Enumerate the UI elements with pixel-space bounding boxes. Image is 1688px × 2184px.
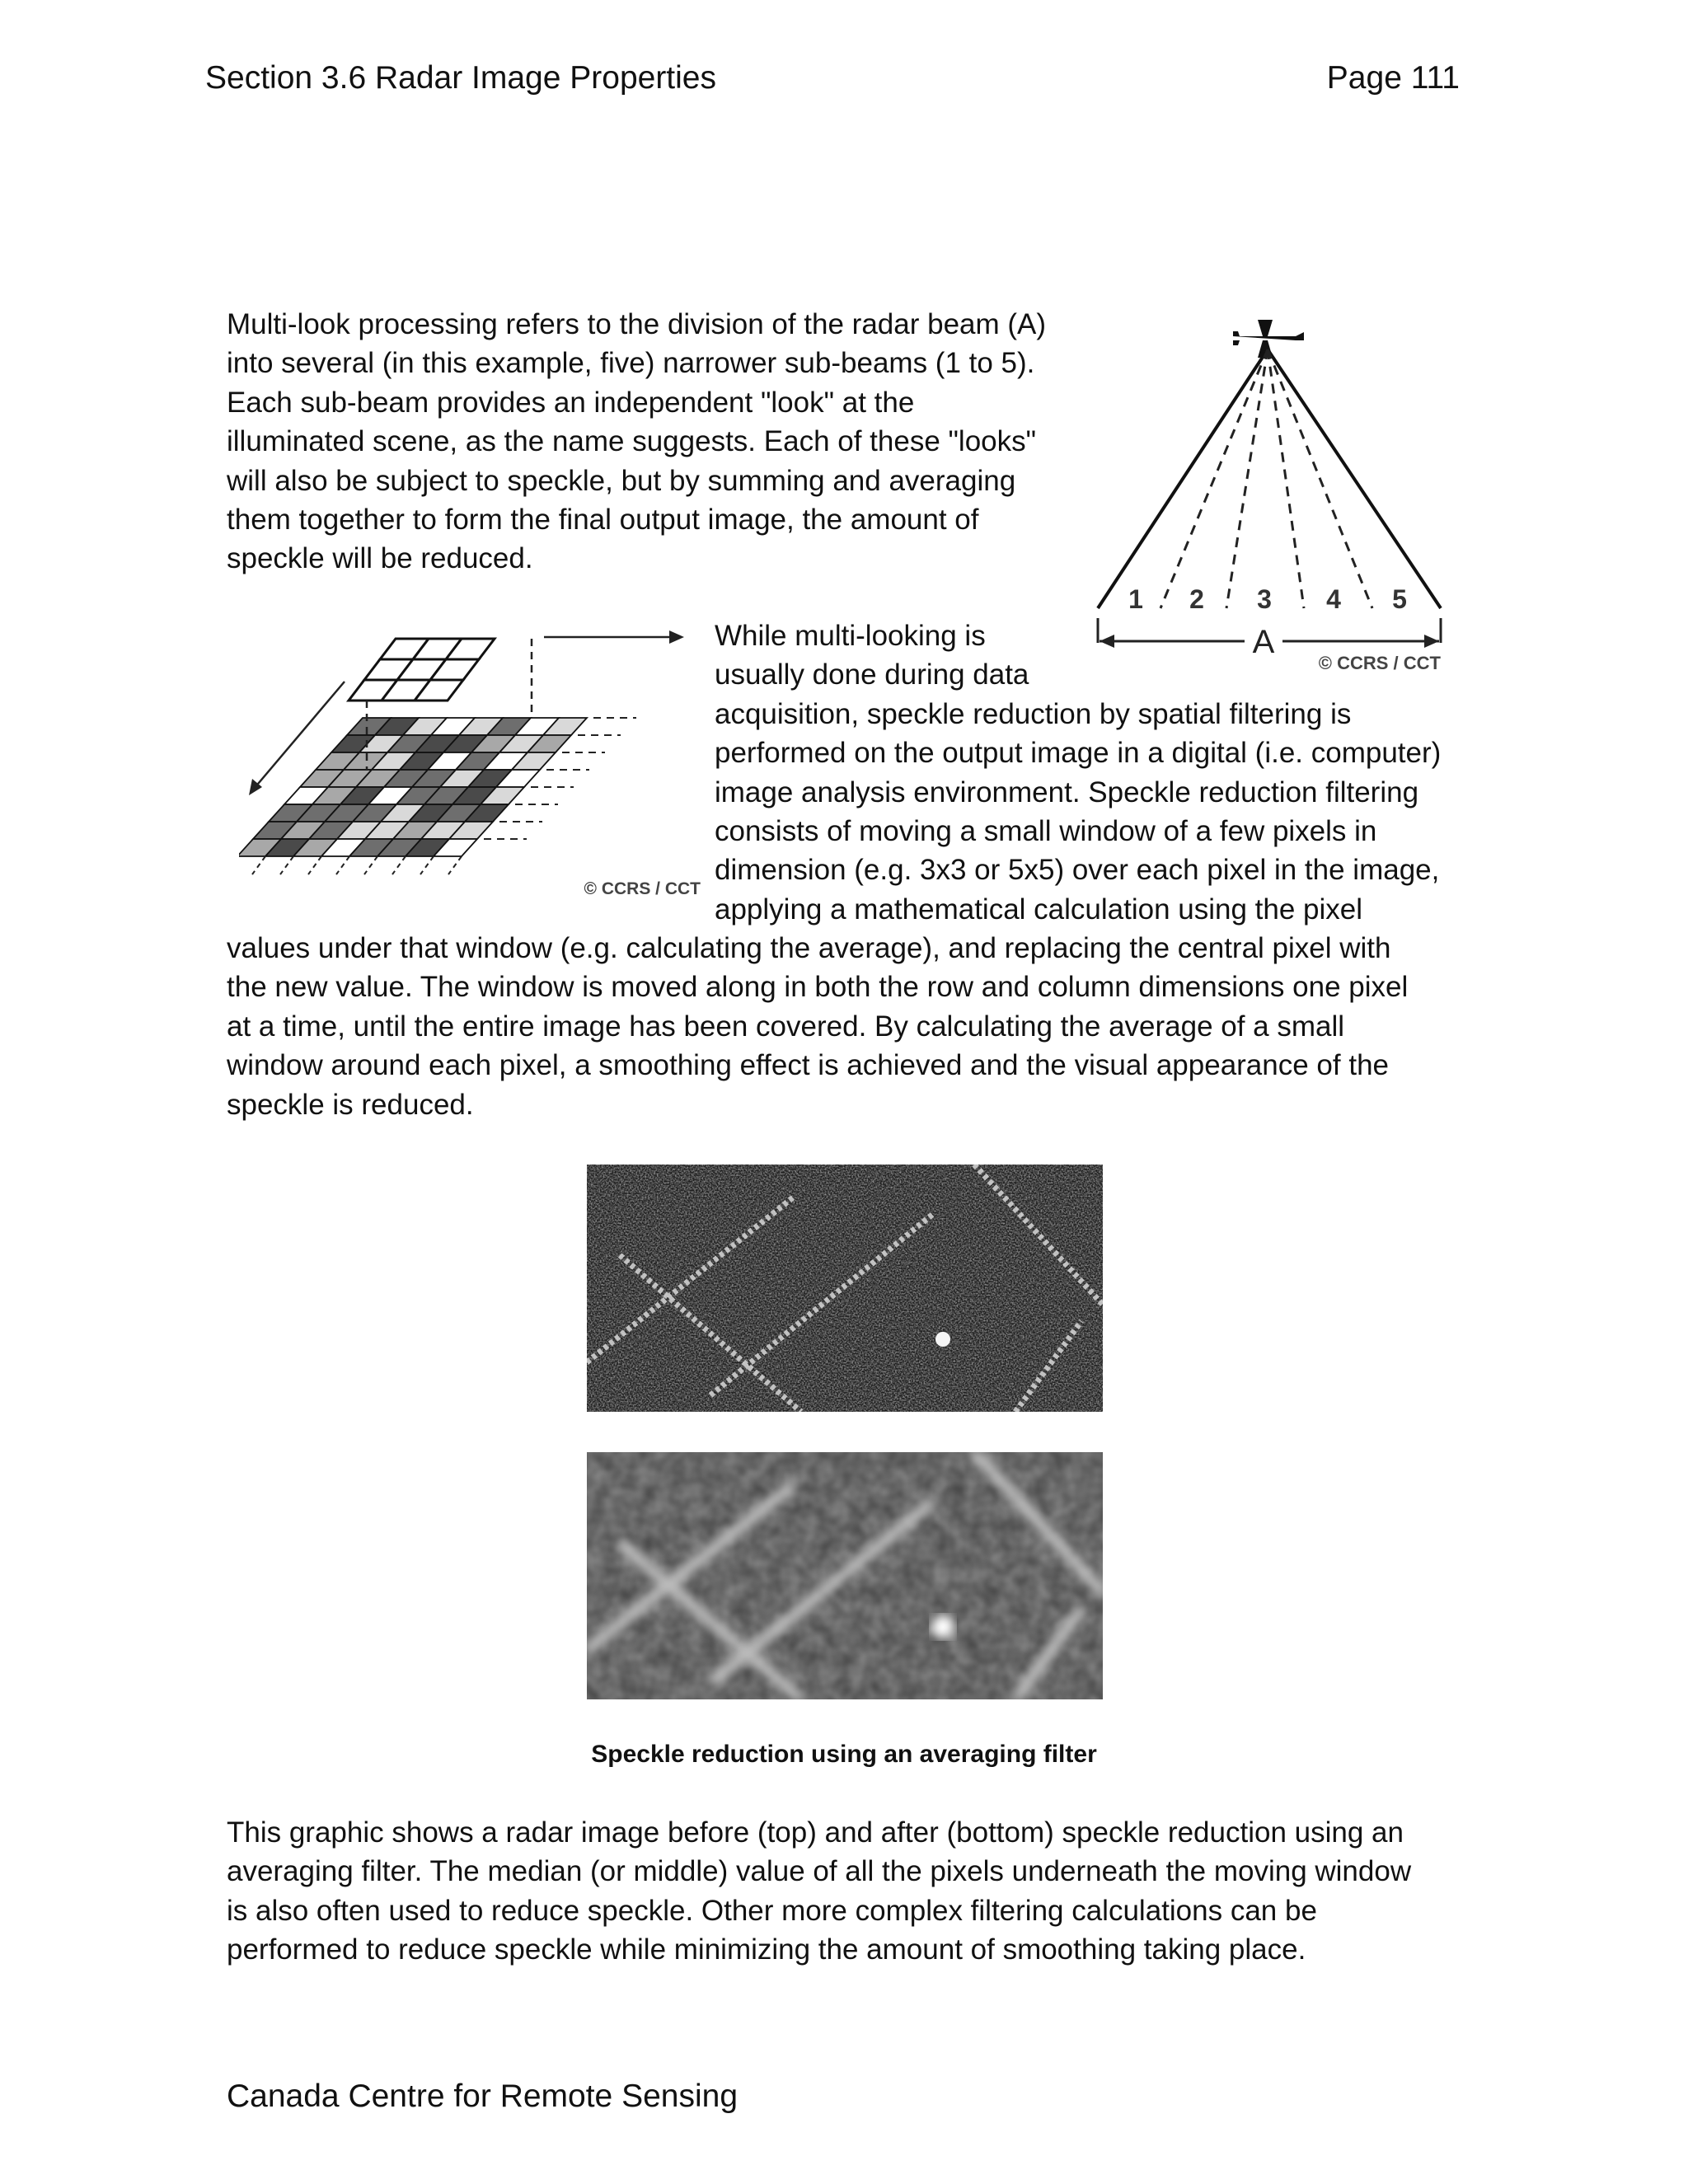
beam-label: A [1252, 624, 1275, 660]
text-line: will also be subject to speckle, but by summing and averaging [227, 464, 1016, 497]
image-grid [239, 718, 636, 874]
text-line: image analysis environment. Speckle reduction filtering [715, 776, 1419, 808]
text-line: dimension (e.g. 3x3 or 5x5) over each pixel in the image, [715, 854, 1440, 887]
look-label: 3 [1257, 584, 1272, 614]
text-line: performed on the output image in a digital (i.e. computer) [715, 737, 1442, 770]
text-line: illuminated scene, as the name suggests. Each of these "looks" [227, 425, 1037, 458]
text-line: window around each pixel, a smoothing effect is achieved and the visual appearance of the [227, 1049, 1389, 1082]
text-line: acquisition, speckle reduction by spatial filtering is [715, 697, 1352, 730]
figure-caption: Speckle reduction using an averaging filter [591, 1741, 1097, 1768]
page-number: Page 111 [1326, 60, 1460, 96]
text-line: them together to form the final output image, the amount of [227, 504, 979, 537]
copyright-credit: © CCRS / CCT [1318, 653, 1441, 673]
look-label: 5 [1392, 584, 1407, 614]
paragraph-graphic-description [227, 1813, 1496, 1970]
paragraph-filtering-continued [227, 929, 1479, 1124]
filter-window [349, 639, 495, 701]
text-line: consists of moving a small window of a few pixels in [715, 815, 1377, 848]
column-continuation-line [392, 856, 406, 874]
look-label: 2 [1189, 584, 1204, 614]
text-line: usually done during data [715, 658, 1029, 691]
text-line: values under that window (e.g. calculating the average), and replacing the central pixel with [227, 932, 1391, 964]
footer-organization: Canada Centre for Remote Sensing [227, 2079, 738, 2114]
text-line: at a time, until the entire image has been covered. By calculating the average of a small [227, 1010, 1345, 1043]
text-line: While multi-looking is [715, 620, 986, 652]
column-continuation-line [252, 856, 265, 874]
text-line: speckle is reduced. [227, 1088, 474, 1121]
look-label: 4 [1326, 584, 1341, 614]
moving-window-diagram [239, 622, 709, 902]
column-continuation-line [448, 856, 462, 874]
column-continuation-line [280, 856, 293, 874]
section-title: Section 3.6 Radar Image Properties [205, 60, 717, 96]
copyright-credit: © CCRS / CCT [584, 879, 701, 898]
column-continuation-line [364, 856, 377, 874]
text-line: is also often used to reduce speckle. Other more complex filtering calculations can be [227, 1894, 1317, 1927]
column-continuation-line [420, 856, 434, 874]
text-line: Multi-look processing refers to the division of the radar beam (A) [227, 308, 1047, 340]
column-continuation-line [336, 856, 349, 874]
text-line: performed to reduce speckle while minimizing the amount of smoothing taking place. [227, 1933, 1306, 1966]
look-label: 1 [1128, 584, 1143, 614]
text-line: This graphic shows a radar image before (top) and after (bottom) speckle reduction using an [227, 1816, 1404, 1849]
paragraph-multilook [227, 305, 1084, 579]
text-line: applying a mathematical calculation using the pixel [715, 893, 1363, 926]
text-line: averaging filter. The median (or middle) value of all the pixels underneath the moving window [227, 1855, 1412, 1888]
paragraph-filtering [715, 616, 1481, 929]
column-continuation-line [308, 856, 321, 874]
text-line: speckle will be reduced. [227, 542, 533, 575]
text-line: the new value. The window is moved along in both the row and column dimensions one pixel [227, 971, 1409, 1004]
text-line: into several (in this example, five) narrower sub-beams (1 to 5). [227, 347, 1035, 380]
radar-image-after [587, 1452, 1103, 1699]
text-line: Each sub-beam provides an independent "look" at the [227, 386, 915, 419]
radar-image-before [587, 1165, 1103, 1412]
